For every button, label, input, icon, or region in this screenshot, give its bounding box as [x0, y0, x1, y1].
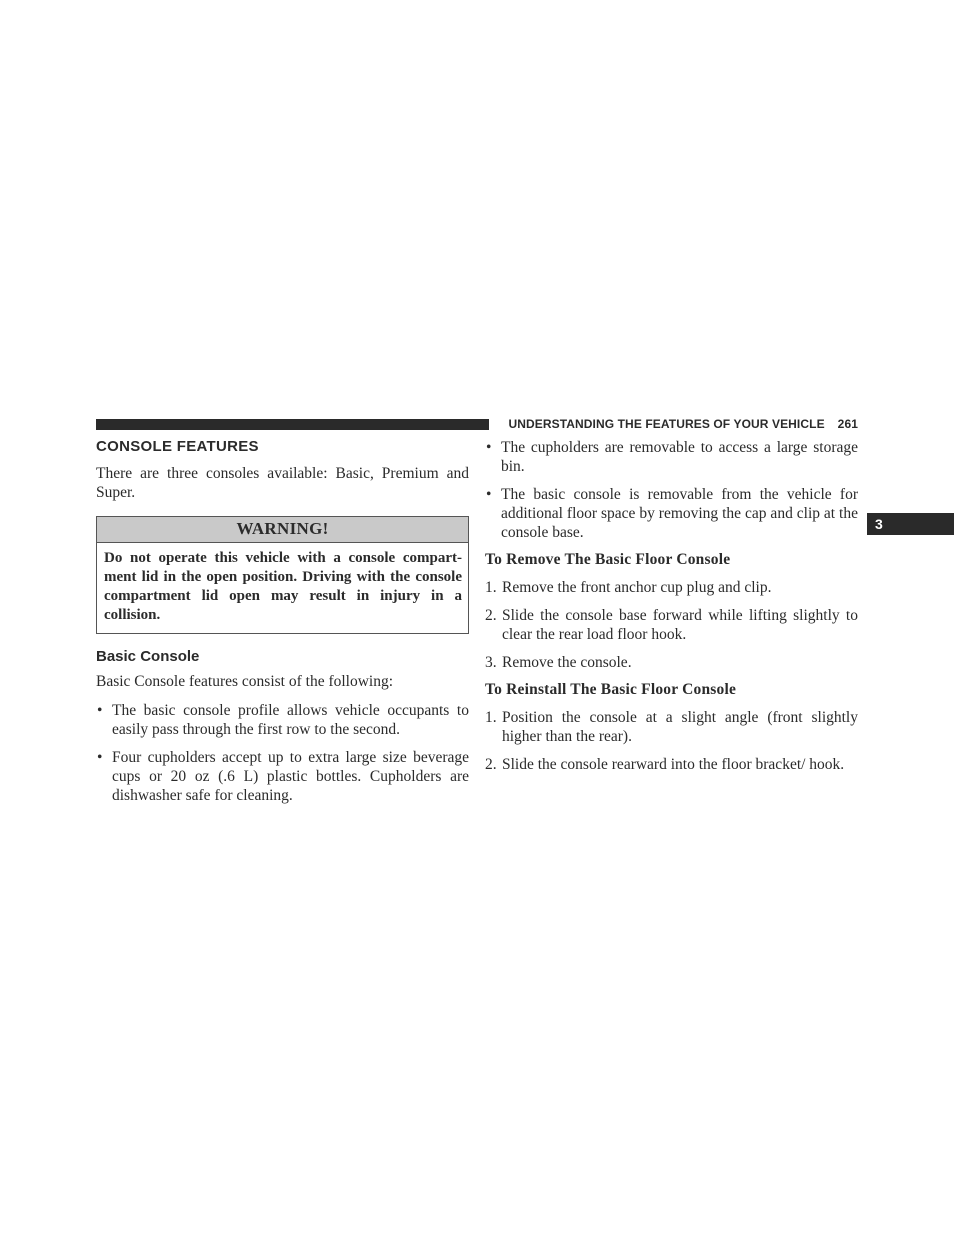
feature-list: [96, 701, 469, 805]
warning-title: WARNING!: [97, 517, 468, 543]
intro-paragraph: There are three consoles available: Basic, Premium and Super.: [96, 465, 469, 501]
step-item: [485, 606, 858, 644]
step-text: Position the console at a slight angle (front slightly higher than the rear).: [502, 709, 858, 745]
reinstall-procedure-title: To Reinstall The Basic Floor Console: [485, 681, 737, 698]
reinstall-steps: [485, 708, 858, 774]
step-number: 1.: [485, 709, 497, 726]
step-item: [485, 755, 858, 774]
header-bar: [96, 419, 489, 430]
step-item: [485, 708, 858, 746]
header-title: UNDERSTANDING THE FEATURES OF YOUR VEHICLE: [508, 417, 825, 431]
warning-text: Do not operate this vehicle with a console compart-ment lid in the open position. Driving with the console compartment lid open may result in injury in a collision.: [104, 550, 462, 623]
step-number: 1.: [485, 579, 497, 596]
subsection-title: Basic Console: [96, 648, 200, 665]
warning-box: [96, 516, 469, 634]
remove-steps: [485, 578, 858, 672]
step-item: [485, 653, 858, 672]
running-header: [498, 417, 858, 431]
list-item: • The cupholders are removable to access a large storage bin.: [485, 438, 858, 476]
step-number: 2.: [485, 607, 497, 624]
step-number: 2.: [485, 756, 497, 773]
remove-procedure-title: To Remove The Basic Floor Console: [485, 551, 731, 568]
list-item: • The basic console is removable from the vehicle for additional floor space by removing the cap and clip at the console base.: [485, 485, 858, 542]
step-text: Slide the console base forward while lifting slightly to clear the rear load floor hook.: [502, 607, 858, 643]
step-number: 3.: [485, 654, 497, 671]
step-text: Slide the console rearward into the floor bracket/ hook.: [502, 756, 845, 773]
subsection-intro: Basic Console features consist of the following:: [96, 673, 394, 690]
feature-list-continued: [485, 438, 858, 542]
left-column: [96, 438, 469, 814]
step-text: Remove the front anchor cup plug and clip.: [502, 579, 772, 596]
chapter-tab: 3: [867, 513, 954, 535]
list-item: • The basic console profile allows vehicle occupants to easily pass through the first row to the second.: [96, 701, 469, 739]
page-number: 261: [837, 417, 858, 431]
step-item: [485, 578, 858, 597]
right-column: [485, 438, 858, 783]
step-text: Remove the console.: [502, 654, 632, 671]
list-item: • Four cupholders accept up to extra large size beverage cups or 20 oz (.6 L) plastic bottles. Cupholders are dishwasher safe for cleaning.: [96, 748, 469, 805]
section-title: CONSOLE FEATURES: [96, 438, 259, 455]
